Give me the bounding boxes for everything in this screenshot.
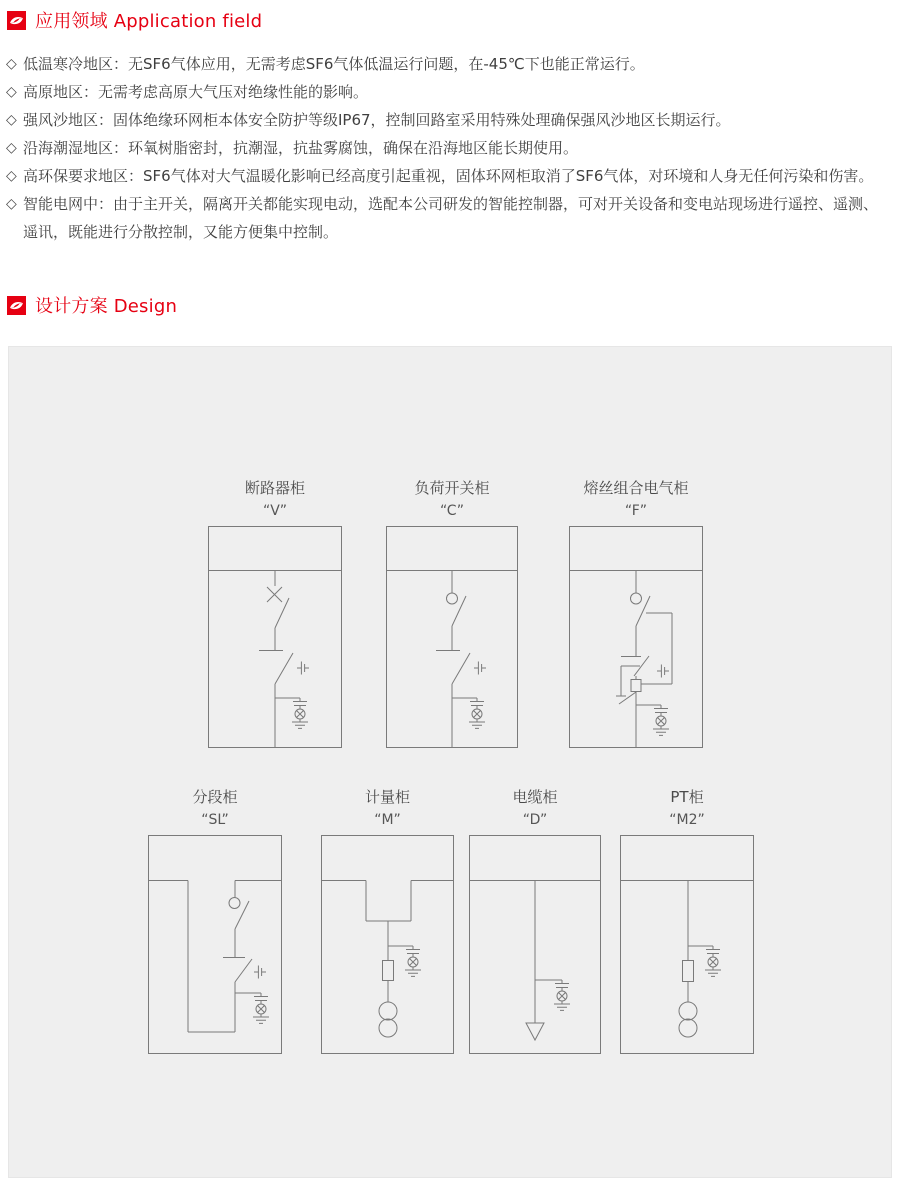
- cabinet-title: 分段柜: [192, 788, 238, 806]
- cabinet-title: 断路器柜: [244, 479, 305, 497]
- bullet-item: [6, 190, 896, 218]
- cabinet-title: 计量柜: [364, 788, 410, 806]
- bullet-item: [6, 134, 896, 162]
- bullet-item-continuation: [6, 218, 896, 246]
- bullet-text: 高环保要求地区：SF6气体对大气温暖化影响已经高度引起重视，固体环网柜取消了SF6气体，对环境和人身无任何污染和伤害。: [23, 167, 874, 185]
- cabinet-code: “M2”: [669, 812, 705, 828]
- cabinet-code: “V”: [262, 503, 288, 519]
- cabinet-diagram-sectionalizer: [148, 835, 282, 1054]
- cabinet-card-metering: [321, 787, 454, 1054]
- cabinet-code: “M”: [374, 812, 401, 828]
- design-panel: [8, 346, 892, 1178]
- brand-logo-icon: [7, 11, 26, 30]
- cabinet-code: “D”: [522, 812, 548, 828]
- cabinet-diagram-load-switch: [386, 526, 518, 748]
- cabinet-diagram-fuse-combination: [569, 526, 703, 748]
- cabinet-code: “SL”: [201, 812, 229, 828]
- cabinet-diagram-pt: [620, 835, 754, 1054]
- cabinet-diagram-breaker: [208, 526, 342, 748]
- cabinet-card-load-switch: [386, 478, 518, 748]
- bullet-item: [6, 50, 896, 78]
- bullet-text: 智能电网中：由于主开关，隔离开关都能实现电动，选配本公司研发的智能控制器，可对开关设备和变电站现场进行遥控、遥测、: [23, 195, 879, 213]
- bullet-diamond: ◇: [6, 196, 17, 212]
- design-section-header: [7, 292, 177, 318]
- cabinet-title: 熔丝组合电气柜: [583, 479, 689, 497]
- cabinet-title: PT柜: [670, 788, 704, 806]
- cabinet-diagram-cable: [469, 835, 601, 1054]
- cabinet-diagram-metering: [321, 835, 454, 1054]
- cabinet-card-pt: [620, 787, 754, 1054]
- bullet-text: 强风沙地区：固体绝缘环网柜本体安全防护等级IP67，控制回路室采用特殊处理确保强风沙地区长期运行。: [23, 111, 731, 129]
- bullet-text: 沿海潮湿地区：环氧树脂密封，抗潮湿，抗盐雾腐蚀，确保在沿海地区能长期使用。: [23, 139, 579, 157]
- cabinet-card-breaker: [208, 478, 342, 748]
- bullet-diamond: ◇: [6, 56, 17, 72]
- cabinet-card-cable: [469, 787, 601, 1054]
- cabinet-card-sectionalizer: [148, 787, 282, 1054]
- cabinet-code: “C”: [439, 503, 465, 519]
- cabinet-title: 负荷开关柜: [414, 479, 490, 497]
- cabinet-title: 电缆柜: [512, 788, 558, 806]
- bullet-item: [6, 162, 896, 190]
- bullet-text: 低温寒冷地区：无SF6气体应用，无需考虑SF6气体低温运行问题，在-45℃下也能正常运行。: [23, 55, 645, 73]
- bullet-text: 高原地区：无需考虑高原大气压对绝缘性能的影响。: [23, 83, 369, 101]
- bullet-diamond: ◇: [6, 140, 17, 156]
- cabinet-code: “F”: [624, 503, 648, 519]
- bullet-item: [6, 78, 896, 106]
- cabinet-card-fuse-combination: [569, 478, 703, 748]
- design-section-title: 设计方案 Design: [35, 296, 178, 317]
- bullet-diamond: ◇: [6, 168, 17, 184]
- application-section-title: 应用领域 Application field: [35, 11, 263, 32]
- bullet-text: 遥讯，既能进行分散控制，又能方便集中控制。: [23, 223, 339, 241]
- brand-logo-icon: [7, 296, 26, 315]
- application-section-header: [7, 7, 262, 33]
- application-bullet-list: [6, 50, 896, 246]
- bullet-item: [6, 106, 896, 134]
- bullet-diamond: ◇: [6, 112, 17, 128]
- bullet-diamond: ◇: [6, 84, 17, 100]
